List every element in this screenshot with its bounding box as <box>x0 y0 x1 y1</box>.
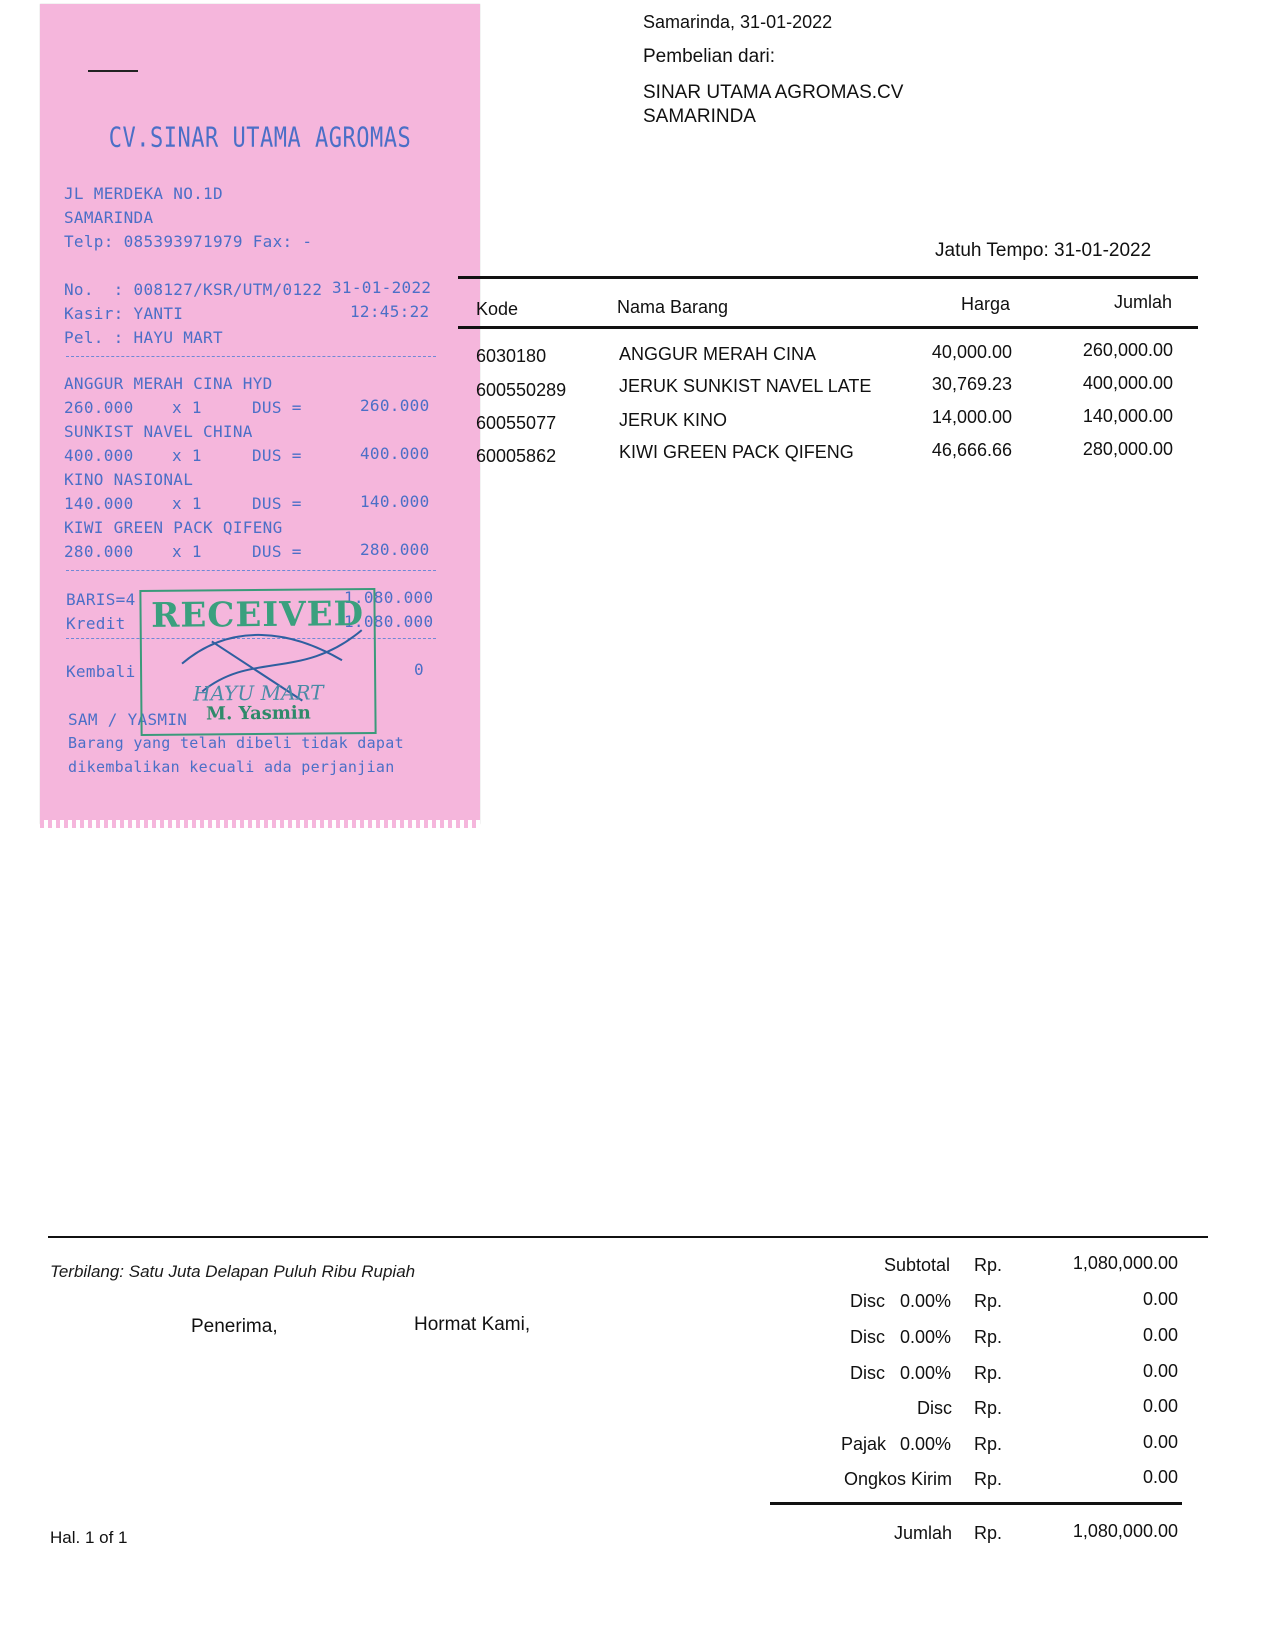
receipt-staff: SAM / YASMIN <box>68 710 188 729</box>
supplier-city: SAMARINDA <box>643 106 756 127</box>
receipt-item-name: KIWI GREEN PACK QIFENG <box>64 518 283 537</box>
receipt-item-price: 140.000 <box>64 494 134 513</box>
table-row <box>0 340 1275 376</box>
summary-value: 0.00 <box>1142 1325 1178 1345</box>
receipt-item-name: KINO NASIONAL <box>64 470 194 489</box>
supplier-name: SINAR UTAMA AGROMAS.CV <box>643 82 904 103</box>
total-rule <box>770 1502 1182 1505</box>
summary-value: 0.00 <box>1142 1396 1178 1416</box>
row-name: ANGGUR MERAH CINA <box>619 344 817 364</box>
summary-percent: 0.00% <box>900 1363 952 1383</box>
receipt-item-name: ANGGUR MERAH CINA HYD <box>64 374 273 393</box>
receipt-item-price: 260.000 <box>64 398 134 417</box>
table-row <box>0 439 1275 476</box>
row-price: 40,000.00 <box>931 342 1012 362</box>
total-row <box>780 1523 1210 1553</box>
summary-percent: 0.00% <box>900 1434 952 1454</box>
receipt-customer: Pel. : HAYU MART <box>64 328 223 347</box>
summary-row <box>780 1255 1210 1285</box>
receipt-item-qty: x 1 <box>172 542 202 561</box>
summary-value: 0.00 <box>1142 1361 1178 1381</box>
receipt-note-line: dikembalikan kecuali ada perjanjian <box>68 758 395 776</box>
row-amount: 140,000.00 <box>1082 406 1173 426</box>
summary-row <box>780 1363 1210 1393</box>
receipt-item-qty: x 1 <box>172 494 202 513</box>
summary-currency: Rp. <box>974 1363 1003 1383</box>
summary-percent: 0.00% <box>900 1327 952 1347</box>
receipt-item-unit: DUS = <box>252 398 302 417</box>
receipt-credit-total: 1.080.000 <box>344 612 434 631</box>
summary-percent: 0.00% <box>900 1291 952 1311</box>
row-price: 14,000.00 <box>931 407 1012 427</box>
receipt-phone: Telp: 085393971979 Fax: - <box>64 232 313 251</box>
summary-label: Ongkos Kirim <box>843 1469 952 1489</box>
summary-row <box>780 1434 1210 1464</box>
receipt-item-price: 280.000 <box>64 542 134 561</box>
row-code: 60005862 <box>476 446 557 466</box>
receipt-city: SAMARINDA <box>64 208 154 227</box>
row-amount: 260,000.00 <box>1082 340 1173 360</box>
summary-currency: Rp. <box>974 1469 1003 1489</box>
received-stamp <box>139 588 376 736</box>
receipt-item-total: 280.000 <box>360 540 430 559</box>
purchased-from-label: Pembelian dari: <box>643 46 776 67</box>
summary-currency: Rp. <box>974 1255 1003 1275</box>
place-date: Samarinda, 31-01-2022 <box>643 12 833 32</box>
total-value: 1,080,000.00 <box>1072 1521 1178 1541</box>
summary-value: 0.00 <box>1142 1289 1178 1309</box>
receipt-address: JL MERDEKA NO.1D <box>64 184 223 203</box>
due-date: Jatuh Tempo: 31-01-2022 <box>935 240 1152 261</box>
pen-mark <box>88 70 138 72</box>
summary-row <box>780 1469 1210 1499</box>
column-header-price: Harga <box>960 294 1010 314</box>
receipt-lines-count: BARIS=4 <box>66 590 136 609</box>
receipt-divider <box>66 570 436 571</box>
footer-top-rule <box>48 1236 1208 1238</box>
row-amount: 400,000.00 <box>1082 373 1173 393</box>
row-name: JERUK KINO <box>619 410 728 430</box>
summary-value: 1,080,000.00 <box>1072 1253 1178 1273</box>
receipt-company: CV.SINAR UTAMA AGROMAS <box>108 122 412 155</box>
stamp-owner-name: M. Yasmin <box>206 702 311 725</box>
row-name: KIWI GREEN PACK QIFENG <box>619 442 854 462</box>
receipt-item-unit: DUS = <box>252 494 302 513</box>
summary-label: Pajak <box>840 1434 886 1454</box>
summary-value: 0.00 <box>1142 1467 1178 1487</box>
receipt-item-unit: DUS = <box>252 542 302 561</box>
row-code: 60055077 <box>476 413 557 433</box>
receipt-item-unit: DUS = <box>252 446 302 465</box>
regards-label: Hormat Kami, <box>414 1314 531 1335</box>
receipt-credit-label: Kredit <box>66 614 126 633</box>
total-label: Jumlah <box>893 1523 952 1543</box>
receipt-item-total: 140.000 <box>360 492 430 511</box>
summary-label: Disc <box>917 1398 952 1418</box>
receipt-item-qty: x 1 <box>172 398 202 417</box>
summary-label: Subtotal <box>883 1255 950 1275</box>
stamp-store-name: HAYU MART <box>192 680 324 706</box>
receipt-item-total: 260.000 <box>360 396 430 415</box>
row-price: 30,769.23 <box>931 374 1012 394</box>
amount-in-words: Terbilang: Satu Juta Delapan Puluh Ribu Rupiah <box>50 1262 416 1281</box>
summary-currency: Rp. <box>974 1434 1003 1454</box>
receipt-item-price: 400.000 <box>64 446 134 465</box>
receipt-change-value: 0 <box>414 660 424 679</box>
receipt-date: 31-01-2022 <box>332 278 432 297</box>
summary-label: Disc <box>850 1327 885 1347</box>
column-header-amount: Jumlah <box>1113 292 1172 312</box>
receipt-item-total: 400.000 <box>360 444 430 463</box>
stamp-received-text: RECEIVED <box>150 594 365 636</box>
receipt-torn-edge <box>40 820 480 828</box>
receipt-time: 12:45:22 <box>350 302 430 321</box>
summary-currency: Rp. <box>974 1291 1003 1311</box>
summary-currency: Rp. <box>974 1327 1003 1347</box>
receipt-item-name: SUNKIST NAVEL CHINA <box>64 422 253 441</box>
summary-value: 0.00 <box>1142 1432 1178 1452</box>
receipt-change-label: Kembali <box>66 662 136 681</box>
summary-row <box>780 1327 1210 1357</box>
summary-row <box>780 1398 1210 1428</box>
page-number: Hal. 1 of 1 <box>50 1528 128 1547</box>
row-code: 6030180 <box>476 346 547 366</box>
row-price: 46,666.66 <box>931 440 1012 460</box>
summary-currency: Rp. <box>974 1398 1003 1418</box>
row-amount: 280,000.00 <box>1082 439 1173 459</box>
total-currency: Rp. <box>974 1523 1003 1543</box>
table-header-rule <box>458 326 1198 329</box>
column-header-name: Nama Barang <box>617 297 729 317</box>
receiver-label: Penerima, <box>191 1316 278 1337</box>
summary-row <box>780 1291 1210 1321</box>
table-top-rule <box>458 276 1198 279</box>
receipt-number: No. : 008127/KSR/UTM/0122 <box>64 280 323 299</box>
receipt-note-line: Barang yang telah dibeli tidak dapat <box>68 734 404 752</box>
row-name: JERUK SUNKIST NAVEL LATE <box>619 376 872 396</box>
summary-label: Disc <box>850 1363 885 1383</box>
summary-label: Disc <box>850 1291 885 1311</box>
receipt-cashier: Kasir: YANTI <box>64 304 184 323</box>
column-header-code: Kode <box>476 299 519 319</box>
row-code: 600550289 <box>476 380 567 400</box>
receipt-lines-total: 1.080.000 <box>344 588 434 607</box>
receipt-item-qty: x 1 <box>172 446 202 465</box>
